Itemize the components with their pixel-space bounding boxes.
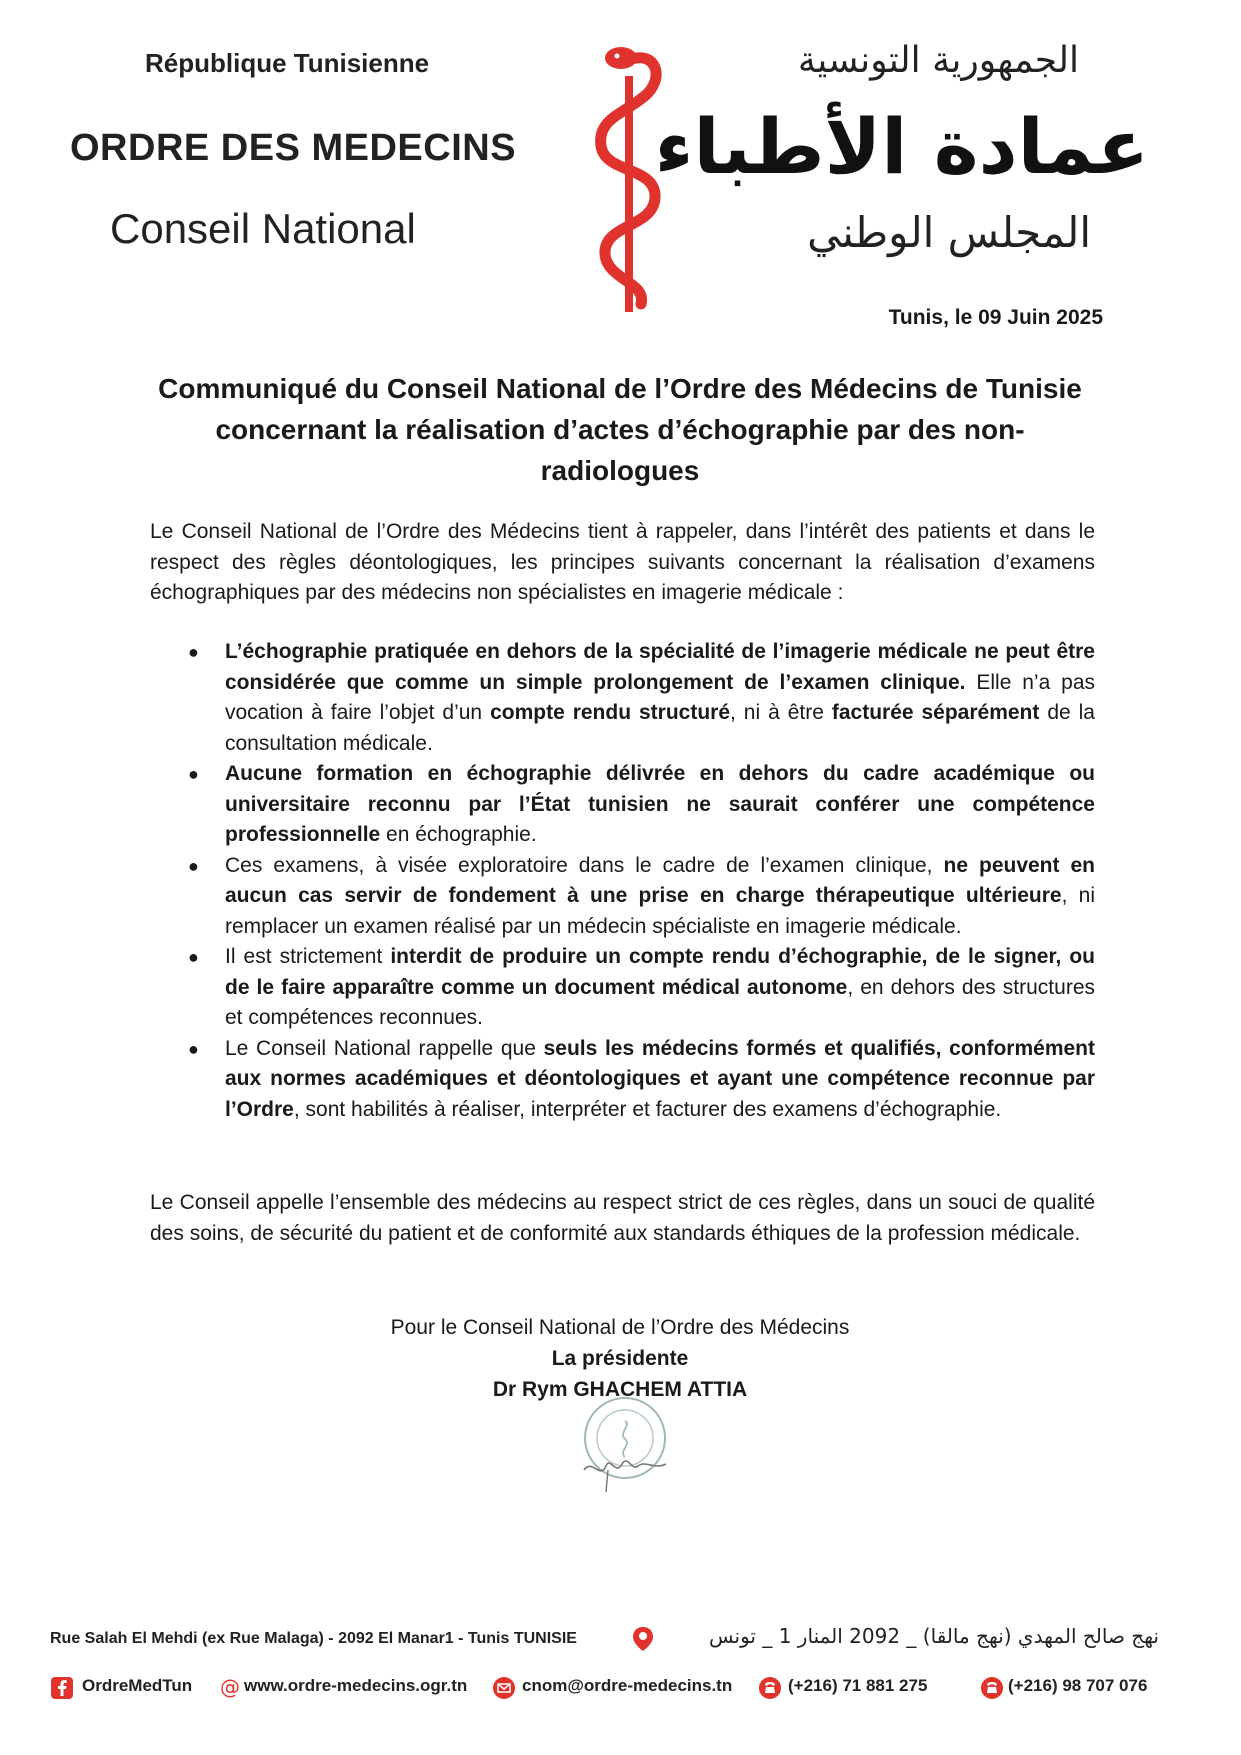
phone-icon — [758, 1676, 782, 1700]
phone-icon — [980, 1676, 1004, 1700]
document-title: Communiqué du Conseil National de l’Ordre des Médecins de Tunisie concernant la réalisation d’actes d’échographie par des non-radiologues — [158, 373, 1082, 486]
bullet-text: , en dehors des structures et compétences reconnues. — [225, 975, 1095, 1029]
bullet-bold-text: interdit de produire un compte rendu d’échographie, de le signer, ou de le faire apparaître comme un document médical autonome — [225, 945, 1095, 999]
list-item — [150, 759, 1095, 851]
list-item — [150, 637, 1095, 759]
list-item — [150, 851, 1095, 943]
bullet-text: Il est strictement — [225, 945, 391, 968]
bullet-text: Ces examens, à visée exploratoire dans le cadre de l’examen clinique, — [225, 853, 944, 877]
at-icon — [218, 1676, 242, 1700]
footer-address-fr: Rue Salah El Mehdi (ex Rue Malaga) - 2092 El Manar1 - Tunis TUNISIE — [50, 1630, 577, 1647]
list-item — [150, 1034, 1095, 1126]
signature-block — [300, 1312, 940, 1405]
email-icon — [492, 1676, 516, 1700]
bullet-text: en échographie. — [380, 823, 537, 846]
bullet-icon: ● — [188, 947, 199, 967]
bullet-bold-text: Aucune formation en échographie délivrée en dehors du cadre académique ou universitaire reconnu par l’État tunisien ne saurait conférer une compétence professionnelle — [225, 762, 1095, 846]
bullet-icon: ● — [188, 1038, 199, 1059]
bullet-icon: ● — [188, 642, 199, 662]
header-council-fr: Conseil National — [110, 205, 416, 252]
intro-paragraph: Le Conseil National de l’Ordre des Médecins tient à rappeler, dans l’intérêt des patients et dans le respect des règles déontologiques, les principes suivants concernant la réalisation d’examens échographiques par des médecins non spécialistes en imagerie médicale : — [150, 520, 1095, 604]
bullet-text: Le Conseil National rappelle que — [225, 1036, 544, 1060]
bullet-bold-text: facturée séparément — [831, 701, 1040, 724]
principles-list — [150, 637, 1095, 1125]
bullet-text: de la consultation médicale. — [225, 701, 1095, 755]
phone-number-2: (+216) 98 707 076 — [1008, 1676, 1148, 1695]
bullet-bold-text: ne peuvent en aucun cas servir de fondement à une prise en charge thérapeutique ultérieure — [225, 853, 1095, 907]
signature-role: La présidente — [551, 1347, 689, 1370]
location-pin-icon — [632, 1626, 654, 1652]
bullet-text: , ni remplacer un examen réalisé par un médecin spécialiste en imagerie médicale. — [225, 884, 1095, 938]
signature-name: Dr Rym GHACHEM ATTIA — [492, 1378, 748, 1401]
bullet-icon: ● — [188, 764, 199, 784]
document-date: Tunis, le 09 Juin 2025 — [888, 306, 1103, 329]
header-council-ar: المجلس الوطني — [807, 208, 1091, 257]
bullet-bold-text: compte rendu structuré — [490, 701, 730, 724]
email-link[interactable]: cnom@ordre-medecins.tn — [522, 1676, 733, 1695]
list-item — [150, 942, 1095, 1034]
bullet-text: , ni à être — [730, 701, 832, 724]
facebook-icon — [50, 1676, 74, 1700]
header-order-fr: ORDRE DES MEDECINS — [70, 127, 517, 169]
handwritten-signature-icon — [578, 1440, 673, 1495]
phone-number-1: (+216) 71 881 275 — [788, 1676, 928, 1695]
bullet-bold-text: seuls les médecins formés et qualifiés, conformément aux normes académiques et déontologiques et ayant une compétence reconnue par l’Ordre — [225, 1036, 1095, 1121]
closing-paragraph: Le Conseil appelle l’ensemble des médecins au respect strict de ces règles, dans un souci de qualité des soins, de sécurité du patient et de conformité aux standards éthiques de la profession médicale. — [150, 1191, 1095, 1245]
header-republic-fr: République Tunisienne — [145, 48, 430, 78]
signature-line: Pour le Conseil National de l’Ordre des Médecins — [390, 1316, 850, 1339]
bullet-text: , sont habilités à réaliser, interpréter et facturer des examens d’échographie. — [293, 1097, 1002, 1121]
header-order-ar: عمادة الأطباء — [654, 102, 1149, 191]
bullet-bold-text: L’échographie pratiquée en dehors de la spécialité de l’imagerie médicale ne peut être considérée que comme un simple prolongement de l’examen clinique. — [225, 640, 1095, 694]
website-link[interactable]: www.ordre-medecins.ogr.tn — [244, 1676, 468, 1695]
bullet-text: Elle n’a pas vocation à faire l’objet d’un — [225, 670, 1095, 724]
bullet-icon: ● — [188, 855, 199, 876]
facebook-link[interactable]: OrdreMedTun — [82, 1676, 193, 1695]
header-republic-ar: الجمهورية التونسية — [797, 40, 1079, 81]
footer-address-ar: نهج صالح المهدي (نهج مالقا) _ 2092 المنار 1 _ تونس — [709, 1624, 1159, 1648]
svg-text:@: @ — [220, 1676, 240, 1699]
